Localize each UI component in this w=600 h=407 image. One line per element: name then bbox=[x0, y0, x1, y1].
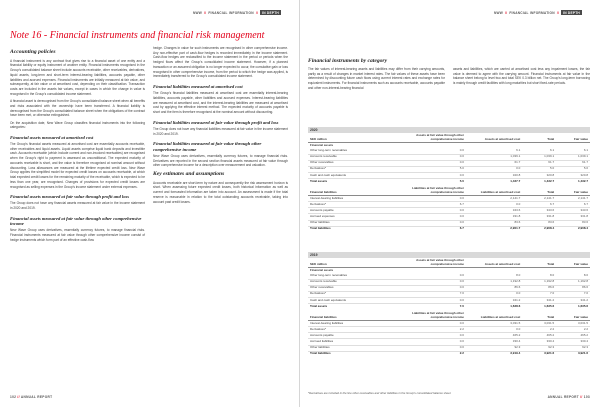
body-paragraph: The Group does not have any financial liabilities measured at fair value in the income statement in 2020 and 2019. bbox=[153, 126, 288, 136]
table-header-cell: Total bbox=[522, 258, 556, 267]
table-cell: 465.2 bbox=[556, 333, 590, 339]
table-header-cell: Liabilities at fair value through other comprehensive income bbox=[404, 311, 466, 320]
table-cell: 86.6 bbox=[466, 285, 522, 291]
table-cell: 61.7 bbox=[466, 160, 522, 166]
table-cell: 86.6 bbox=[522, 285, 556, 291]
table-cell: 7.0 bbox=[556, 291, 590, 297]
table-year-label: 2019 bbox=[308, 252, 590, 258]
table-cell: 341.2 bbox=[522, 297, 556, 303]
table-cell: 1,192.8 bbox=[522, 279, 556, 285]
page-number: 102 bbox=[10, 395, 17, 399]
table-header-cell: Total bbox=[522, 186, 556, 195]
table-header-cell: Financial liabilities bbox=[308, 311, 404, 320]
table-cell: Derivatives* bbox=[308, 327, 404, 333]
table-cell: 0.0 bbox=[404, 220, 466, 226]
financial-instruments-table bbox=[308, 133, 590, 231]
table-cell: 331.8 bbox=[556, 214, 590, 220]
table-cell: 1,628.6 bbox=[466, 304, 522, 310]
table-cell: 2,141.7 bbox=[522, 196, 556, 202]
table-cell: Accrued liabilities bbox=[308, 339, 404, 345]
table-header-cell: Assets at fair value through other comprehensive income bbox=[404, 258, 466, 267]
table-header-cell: Assets at amortised cost bbox=[466, 258, 522, 267]
table-header-cell: Fair value bbox=[556, 311, 590, 320]
table-cell: Derivatives* bbox=[308, 202, 404, 208]
body-paragraph: The Group's financial liabilities measured at amortised cost are essentially interest-bearing liabilities, accounts payable, other liabilities and accrued expenses. Interest-bearing liabilities are measured at amortised cost, and the interest-bearing liabilities are measured at amortised cost by applying the effective interest method. The expected maturity of accounts payable is short and the item is therefore recognised at the nominal amount without discounting. bbox=[153, 91, 288, 115]
subheading: Accounting policies bbox=[10, 49, 56, 55]
table-cell: 7.0 bbox=[404, 291, 466, 297]
table-cell: 330.4 bbox=[556, 339, 590, 345]
running-footer: 102 // ANNUAL REPORT bbox=[10, 395, 53, 399]
table-cell: 83.6 bbox=[466, 220, 522, 226]
table-cell: Other long-term receivables bbox=[308, 148, 404, 154]
table-cell: 320.8 bbox=[556, 172, 590, 178]
table-cell: 343.6 bbox=[466, 208, 522, 214]
body-paragraph: A financial instrument is any contract that gives rise to a financial asset of one entity and a financial liability or equity instrument of another entity. Financial instruments recognised in the Group's consolidated balance sheet include accounts receivable, other receivables, derivatives, liquid assets, long-term and short-term interest-bearing liabilities, accounts payable, other liabilities and accrued expenses. Financial instruments are initially measured at fair value, and subsequently, at fair value or at amortised cost, depending on their classification. Transaction costs are included in the assets fair values, except in cases in which the change in value is recognised in the Group's consolidated income statement. bbox=[10, 58, 145, 96]
table-header-row bbox=[308, 133, 590, 142]
table-cell: 0.0 bbox=[404, 196, 466, 202]
table-header-cell: Fair value bbox=[556, 258, 590, 267]
right-page bbox=[300, 0, 600, 407]
table-cell: Accounts payable bbox=[308, 333, 404, 339]
page-number: 103 bbox=[583, 395, 590, 399]
table-total-row bbox=[308, 351, 590, 357]
table-cell: 0.0 bbox=[404, 297, 466, 303]
body-paragraph: The Group's financial assets measured at amortised cost are essentially accounts receivable, other receivables and liquid assets. Liquid assets comprise liquid bank deposits and investible cash. Accounts receivable (which include current and non-invoiced receivables) are recognised when the Group's right to payment is assessed as unconditional. The expected maturity of accounts receivable is short, and the value is therefore recognised at nominal amount without discounting. Loss allowances are measured at the lifetime expected credit loss. New Wave Group applies the simplified model for expected credit losses on accounts receivable, at which total expected credit losses for the remaining maturity of the receivable, which is expected to be less than one year, are recognised. Changes of provisions for expected credit losses are recognised as selling expenses in the Group's income statement under external expenses. bbox=[10, 141, 145, 189]
table-section-label: Financial assets bbox=[310, 142, 334, 147]
table-cell: 343.6 bbox=[522, 208, 556, 214]
table-cell: 5.0 bbox=[404, 166, 466, 172]
table-cell: 2.2 bbox=[556, 327, 590, 333]
table-cell: 0.0 bbox=[404, 345, 466, 351]
table-cell: 0.0 bbox=[404, 148, 466, 154]
table-cell: Interest-bearing liabilities bbox=[308, 321, 404, 327]
table-cell: 341.2 bbox=[556, 297, 590, 303]
table-cell: 83.6 bbox=[556, 220, 590, 226]
table-cell: 3,031.5 bbox=[466, 321, 522, 327]
runhead-brand: NWW bbox=[493, 10, 504, 15]
table-cell: 86.6 bbox=[556, 285, 590, 291]
intro-paragraph-2: assets and liabilities, which are carried at amortised cost less any impairment losses, the fair value is deemed to agree with the carrying amount. Financial instruments at fair value in the balance sheet belong to level two and total SEK 0.3 billion net. The Group's long-term borrowing is mainly through credit facilities with long maturities but short fixed-rate periods. bbox=[453, 67, 590, 86]
table-cell: 5.0 bbox=[404, 179, 466, 185]
table-cell: 7.0 bbox=[404, 304, 466, 310]
table-block-2020 bbox=[308, 127, 590, 232]
table-cell: 1,192.8 bbox=[466, 279, 522, 285]
table-cell: 0.0 bbox=[404, 285, 466, 291]
table-cell: 6.7 bbox=[404, 202, 466, 208]
table-cell: Total liabilities bbox=[308, 226, 404, 232]
running-footer: ANNUAL REPORT // 103 bbox=[547, 395, 590, 399]
table-cell: 331.8 bbox=[466, 214, 522, 220]
table-total-row bbox=[308, 226, 590, 232]
table-cell: 6.1 bbox=[556, 148, 590, 154]
note-title: Note 16 - Financial instruments and financial risk management bbox=[10, 30, 265, 41]
table-cell: 5.0 bbox=[556, 166, 590, 172]
table-cell: Accrued expenses bbox=[308, 214, 404, 220]
table-cell: 3,921.6 bbox=[556, 351, 590, 357]
table-cell: 1,039.1 bbox=[556, 154, 590, 160]
table-header-cell: Total bbox=[522, 133, 556, 142]
subheading: Financial liabilities measured at fair value through profit and loss bbox=[153, 119, 279, 125]
table-cell: 343.6 bbox=[556, 208, 590, 214]
table-header-cell: Liabilities at amortised cost bbox=[466, 311, 522, 320]
table-header-cell: Liabilities at fair value through other comprehensive income bbox=[404, 186, 466, 195]
table-cell: 0.0 bbox=[466, 291, 522, 297]
section-title: Financial instruments by category bbox=[308, 58, 388, 64]
table-cell: 0.0 bbox=[404, 321, 466, 327]
table-cell: 5.0 bbox=[522, 166, 556, 172]
table-cell: 0.0 bbox=[404, 333, 466, 339]
table-cell: 320.8 bbox=[466, 172, 522, 178]
table-cell: 341.2 bbox=[466, 297, 522, 303]
table-header-cell: Fair value bbox=[556, 186, 590, 195]
table-header-cell: Assets at fair value through other comprehensive income bbox=[404, 133, 466, 142]
table-cell: 6.7 bbox=[404, 226, 466, 232]
table-cell: 0.0 bbox=[404, 279, 466, 285]
runhead-brand: NWW bbox=[192, 10, 203, 15]
table-header-row bbox=[308, 186, 590, 195]
table-header-row bbox=[308, 311, 590, 320]
body-paragraph: New Wave Group uses derivatives, essentially currency futures, to manage financial risks. Derivatives are reported in the second section financial assets measured at fair value through other comprehensive income for a description over measurement and valuation. bbox=[153, 153, 288, 168]
table-cell: Other receivables bbox=[308, 160, 404, 166]
table-cell: 0.0 bbox=[404, 208, 466, 214]
table-cell: 6.7 bbox=[522, 202, 556, 208]
table-cell: Other liabilities bbox=[308, 220, 404, 226]
table-cell: 83.6 bbox=[522, 220, 556, 226]
table-cell: 331.8 bbox=[522, 214, 556, 220]
table-cell: 0.0 bbox=[466, 166, 522, 172]
table-cell: 330.4 bbox=[466, 339, 522, 345]
body-paragraph: Accounts receivable are short-term by nature and consequently the risk assessment horizon is short. When assessing future expected credit losses, both historical information as well as current and forecasted information are taken into account. An assessment is made if the total reserve is reasonable in relation to the total outstanding accounts receivable, taking into account past credit losses. bbox=[153, 180, 288, 204]
running-header: NWW // FINANCIAL INFORMATION // IN DEPTH bbox=[192, 10, 279, 15]
subheading: Key estimates and assumptions bbox=[153, 170, 225, 177]
table-cell: 92.3 bbox=[522, 345, 556, 351]
table-cell: Total assets bbox=[308, 179, 404, 185]
table-cell: 465.2 bbox=[466, 333, 522, 339]
table-cell: 8.0 bbox=[466, 273, 522, 279]
table-cell: Total assets bbox=[308, 304, 404, 310]
table-block-2019 bbox=[308, 252, 590, 357]
body-paragraph: hedge. Changes in value for such instruments are recognised in other comprehensive income. Any non-effective part of cash-flow hedges is recorded immediately in the income statement. Cash-flow hedges are reclassified to the income statement in the period or periods when the hedged flows affect the Group's consolidated income statement. However, if a planned transaction or an assumed obligation is no longer expected to occur, the cumulative gain or loss recognised in other comprehensive income, from the period to which the hedge was applied, is immediately transferred to the Group's consolidated income statement. bbox=[153, 46, 288, 79]
table-cell: 0.0 bbox=[404, 172, 466, 178]
table-cell: 3,921.6 bbox=[522, 351, 556, 357]
table-cell: 3,031.5 bbox=[522, 321, 556, 327]
table-cell: 0.0 bbox=[404, 339, 466, 345]
table-cell: 2,908.4 bbox=[522, 226, 556, 232]
table-cell: Accounts receivable bbox=[308, 279, 404, 285]
subheading: Financial assets measured at fair value through other comprehensive income bbox=[10, 215, 142, 227]
footer-label: ANNUAL REPORT bbox=[20, 395, 53, 399]
table-cell: Accounts payable bbox=[308, 208, 404, 214]
table-cell: 8.0 bbox=[556, 273, 590, 279]
running-header: NWW // FINANCIAL INFORMATION // IN DEPTH bbox=[493, 10, 580, 15]
table-cell: 1,432.7 bbox=[522, 179, 556, 185]
table-header-cell: Fair value bbox=[556, 133, 590, 142]
table-cell: 2.2 bbox=[404, 327, 466, 333]
table-cell: 1,039.1 bbox=[522, 154, 556, 160]
table-cell: 1,432.7 bbox=[556, 179, 590, 185]
table-cell: 2,908.4 bbox=[556, 226, 590, 232]
table-cell: 0.0 bbox=[404, 214, 466, 220]
table-cell: 0.0 bbox=[404, 154, 466, 160]
intro-text bbox=[308, 67, 590, 91]
intro-paragraph-1: The fair values of interest-bearing assets and liabilities may differ from their carrying amounts, partly as a result of changes in market interest rates. The fair values of these assets have been determined by discounting future cash flows using current interest rates and exchange rates for equivalent instruments. For financial instruments such as accounts receivable, accounts payable and other non-interest-bearing financial bbox=[308, 67, 445, 90]
table-cell: 92.3 bbox=[556, 345, 590, 351]
table-cell: 0.0 bbox=[404, 273, 466, 279]
body-paragraph: New Wave Group uses derivatives, essentially currency futures, to manage financial risks. Financial instruments measured at fair value through other comprehensive income consist of hedge instruments which form part of an effective cash-flow bbox=[10, 228, 145, 242]
table-cell: 6.1 bbox=[466, 148, 522, 154]
table-cell: Interest-bearing liabilities bbox=[308, 196, 404, 202]
table-year-label: 2020 bbox=[308, 127, 590, 133]
table-cell: 92.3 bbox=[466, 345, 522, 351]
table-section-label: Financial assets bbox=[310, 267, 334, 272]
table-header-cell: SEK million bbox=[308, 258, 404, 267]
table-cell: 6.7 bbox=[556, 202, 590, 208]
table-header-cell: Liabilities at amortised cost bbox=[466, 186, 522, 195]
table-cell: 2.2 bbox=[404, 351, 466, 357]
table-cell: 0.0 bbox=[466, 327, 522, 333]
financial-instruments-table bbox=[308, 258, 590, 356]
footer-label: ANNUAL REPORT bbox=[547, 395, 580, 399]
runhead-section: FINANCIAL INFORMATION bbox=[509, 10, 555, 15]
table-cell: 320.8 bbox=[522, 172, 556, 178]
subheading: Financial liabilities measured at amortised cost bbox=[153, 84, 243, 90]
table-cell: 2,901.7 bbox=[466, 226, 522, 232]
body-paragraph: The Group does not have any financial assets measured at fair value in the income statement in 2020 and 2019. bbox=[10, 201, 145, 211]
table-cell: 1,039.1 bbox=[466, 154, 522, 160]
table-cell: Total liabilities bbox=[308, 351, 404, 357]
table-cell: 3,919.4 bbox=[466, 351, 522, 357]
table-cell: Other receivables bbox=[308, 285, 404, 291]
table-cell: 0.0 bbox=[404, 160, 466, 166]
table-cell: 0.0 bbox=[466, 202, 522, 208]
table-footnote: *Derivatives are included in the line other receivables and other liabilities in the Group's consolidated balance sheet. bbox=[308, 391, 452, 395]
table-cell: 2,141.7 bbox=[556, 196, 590, 202]
body-paragraph: On the acquisition date, New Wave Group classifies financial instruments into the following categories: bbox=[10, 120, 145, 130]
table-cell: Cash and cash equivalents bbox=[308, 297, 404, 303]
subheading: Financial assets measured at amortised cost bbox=[10, 134, 94, 140]
table-cell: 1,192.8 bbox=[556, 279, 590, 285]
subheading: Financial liabilities measured at fair value through other comprehensive income bbox=[153, 141, 262, 152]
table-cell: 1,635.6 bbox=[556, 304, 590, 310]
table-cell: 330.4 bbox=[522, 339, 556, 345]
table-cell: 7.0 bbox=[522, 291, 556, 297]
note-body bbox=[10, 46, 288, 245]
table-cell: 8.0 bbox=[522, 273, 556, 279]
body-paragraph: A financial asset is derecognised from the Group's consolidated balance sheet when all benefits and risks associated with the ownership have been transferred. A financial liability is derecognised from the Group's consolidated balance sheet when the obligations of the contract have been met, or otherwise extinguished. bbox=[10, 99, 145, 118]
runhead-tag: IN DEPTH bbox=[563, 10, 580, 15]
table-header-cell: SEK million bbox=[308, 133, 404, 142]
note-column-2 bbox=[153, 46, 288, 245]
table-cell: 6.1 bbox=[522, 148, 556, 154]
table-cell: Accounts receivable bbox=[308, 154, 404, 160]
table-cell: 61.7 bbox=[556, 160, 590, 166]
table-cell: 3,031.5 bbox=[556, 321, 590, 327]
table-cell: 61.7 bbox=[522, 160, 556, 166]
table-cell: Derivatives* bbox=[308, 291, 404, 297]
table-cell: 1,427.7 bbox=[466, 179, 522, 185]
runhead-tag: IN DEPTH bbox=[262, 10, 279, 15]
table-cell: Cash and cash equivalents bbox=[308, 172, 404, 178]
note-column-1 bbox=[10, 46, 145, 245]
table-header-cell: Financial liabilities bbox=[308, 186, 404, 195]
runhead-section: FINANCIAL INFORMATION bbox=[208, 10, 254, 15]
table-header-cell: Total bbox=[522, 311, 556, 320]
table-header-cell: Assets at amortised cost bbox=[466, 133, 522, 142]
table-cell: 465.2 bbox=[522, 333, 556, 339]
table-cell: 2,141.7 bbox=[466, 196, 522, 202]
table-cell: 2.2 bbox=[522, 327, 556, 333]
table-cell: 1,635.6 bbox=[522, 304, 556, 310]
table-cell: Other long-term receivables bbox=[308, 273, 404, 279]
subheading: Financial assets measured at fair value through profit and loss bbox=[10, 194, 130, 200]
table-header-row bbox=[308, 258, 590, 267]
table-cell: Derivatives* bbox=[308, 166, 404, 172]
table-cell: Other liabilities bbox=[308, 345, 404, 351]
